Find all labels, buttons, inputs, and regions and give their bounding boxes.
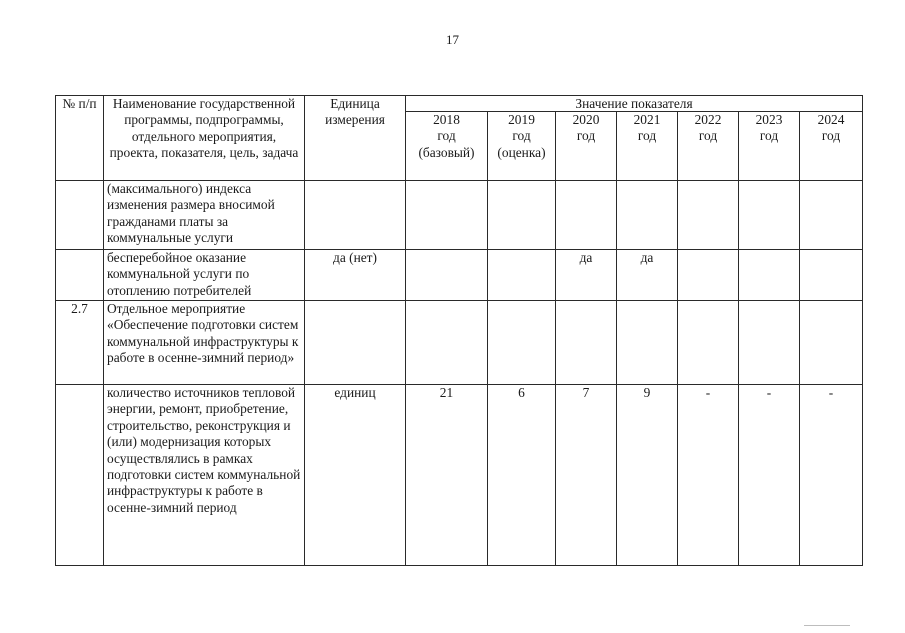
row-number-cell bbox=[56, 385, 104, 566]
value-cell-2019 bbox=[488, 181, 556, 250]
value-cell-2022 bbox=[678, 181, 739, 250]
value-cell-2024 bbox=[800, 301, 863, 385]
page-number: 17 bbox=[446, 32, 459, 47]
row-unit-cell bbox=[305, 301, 406, 385]
value-cell-2018: 21 bbox=[406, 385, 488, 566]
year-suffix: год bbox=[698, 128, 718, 144]
header-year-2022 bbox=[678, 112, 739, 181]
year-suffix: год bbox=[637, 128, 657, 144]
table-row bbox=[56, 385, 863, 566]
value-cell-2024: - bbox=[800, 385, 863, 566]
header-year-2019 bbox=[488, 112, 556, 181]
row-number-cell bbox=[56, 250, 104, 301]
value-cell-2020: да bbox=[556, 250, 617, 301]
row-name-cell: бесперебойное оказание коммунальной услуги по отоплению потребителей bbox=[104, 250, 305, 301]
header-year-2023 bbox=[739, 112, 800, 181]
value-cell-2021: да bbox=[617, 250, 678, 301]
year-suffix: год bbox=[512, 128, 531, 144]
row-name-cell: количество источников тепловой энергии, ремонт, приобретение, строительство, реконструкция и (или) модернизация которых осуществлялись в рамках подготовки систем коммунальной инфраструктуры к работе в осенне-зимний период bbox=[104, 385, 305, 566]
year-note: (базовый) bbox=[418, 144, 475, 160]
value-cell-2024 bbox=[800, 181, 863, 250]
year-label: 2019 bbox=[508, 112, 535, 127]
value-cell-2023 bbox=[739, 250, 800, 301]
header-year-2018 bbox=[406, 112, 488, 181]
value-cell-2021 bbox=[617, 301, 678, 385]
scan-artifact-line bbox=[804, 625, 850, 626]
table-row bbox=[56, 181, 863, 250]
year-label: 2018 bbox=[433, 112, 460, 127]
row-unit-cell: единиц bbox=[305, 385, 406, 566]
value-cell-2021: 9 bbox=[617, 385, 678, 566]
value-cell-2023: - bbox=[739, 385, 800, 566]
row-number-cell bbox=[56, 181, 104, 250]
year-suffix: год bbox=[821, 128, 841, 144]
value-cell-2020 bbox=[556, 301, 617, 385]
header-value-group: Значение показателя bbox=[406, 96, 863, 112]
value-cell-2022 bbox=[678, 301, 739, 385]
value-cell-2018 bbox=[406, 181, 488, 250]
value-cell-2019 bbox=[488, 301, 556, 385]
year-suffix: год bbox=[576, 128, 596, 144]
row-name-cell: (максимального) индекса изменения размера вносимой гражданами платы за коммунальные услуги bbox=[104, 181, 305, 250]
year-suffix: год bbox=[759, 128, 779, 144]
header-name-cell: Наименование государственной программы, подпрограммы, отдельного мероприятия, проекта, показателя, цель, задача bbox=[104, 96, 305, 181]
table-row bbox=[56, 301, 863, 385]
indicators-table bbox=[55, 95, 863, 566]
year-label: 2023 bbox=[755, 112, 783, 127]
year-label: 2022 bbox=[694, 112, 722, 127]
value-cell-2020 bbox=[556, 181, 617, 250]
row-name-cell: Отдельное мероприятие «Обеспечение подготовки систем коммунальной инфраструктуры к работе в осенне-зимний период» bbox=[104, 301, 305, 385]
header-year-2024 bbox=[800, 112, 863, 181]
header-year-2020 bbox=[556, 112, 617, 181]
value-cell-2019: 6 bbox=[488, 385, 556, 566]
row-unit-cell bbox=[305, 181, 406, 250]
year-suffix: год bbox=[437, 128, 456, 144]
value-cell-2018 bbox=[406, 301, 488, 385]
value-cell-2023 bbox=[739, 301, 800, 385]
row-number-cell: 2.7 bbox=[56, 301, 104, 385]
value-cell-2021 bbox=[617, 181, 678, 250]
row-unit-cell: да (нет) bbox=[305, 250, 406, 301]
value-cell-2023 bbox=[739, 181, 800, 250]
value-cell-2022 bbox=[678, 250, 739, 301]
value-cell-2020: 7 bbox=[556, 385, 617, 566]
year-note: (оценка) bbox=[497, 144, 546, 160]
value-cell-2019 bbox=[488, 250, 556, 301]
table-row bbox=[56, 250, 863, 301]
year-label: 2020 bbox=[572, 112, 600, 127]
year-label: 2024 bbox=[817, 112, 845, 127]
header-row-top bbox=[56, 96, 863, 112]
header-number-cell: № п/п bbox=[56, 96, 104, 181]
value-cell-2018 bbox=[406, 250, 488, 301]
value-cell-2022: - bbox=[678, 385, 739, 566]
year-label: 2021 bbox=[633, 112, 661, 127]
value-cell-2024 bbox=[800, 250, 863, 301]
header-unit-cell: Единица измерения bbox=[305, 96, 406, 181]
header-year-2021 bbox=[617, 112, 678, 181]
